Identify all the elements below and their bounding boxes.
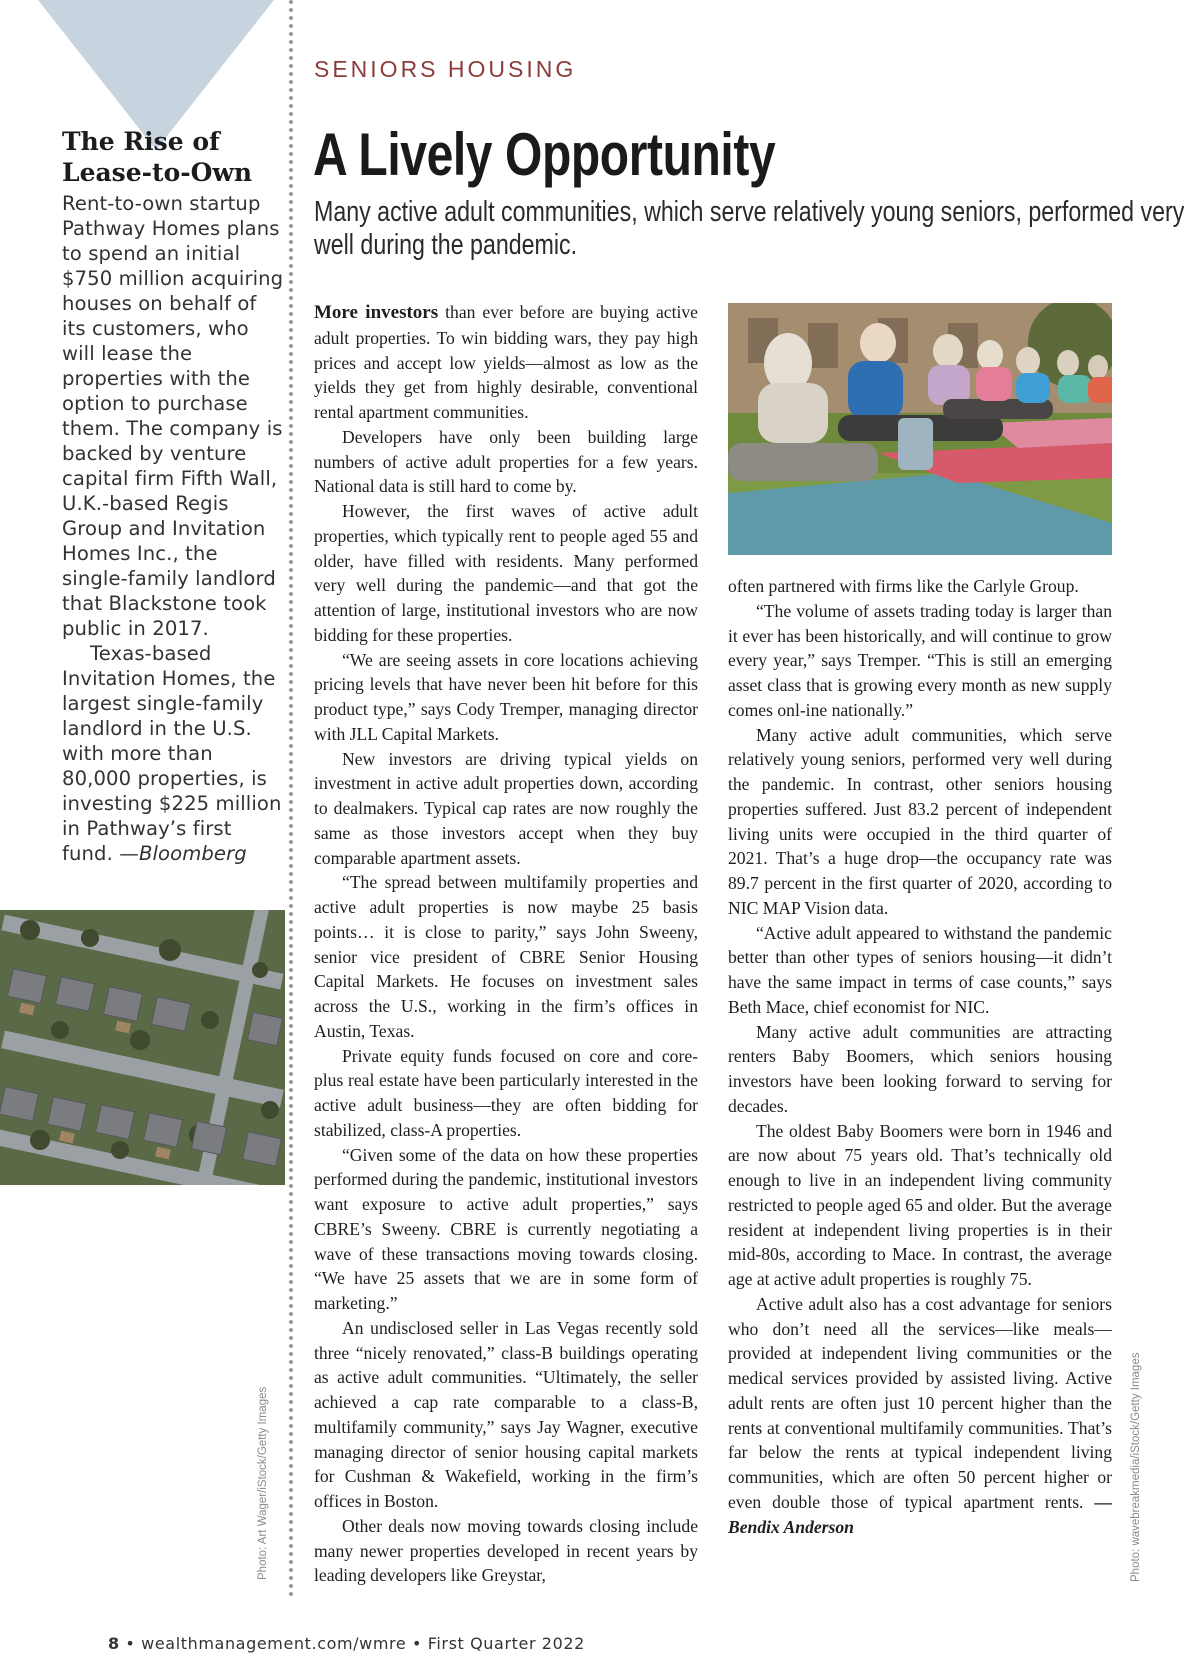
article-paragraph: The oldest Baby Boomers were born in 1946 and are now about 75 years old. That’s technically old enough to live in an independent living community restricted to people aged 65 and older. But the average resident at independent living properties is in their mid-80s, according to Mace. In contrast, the average age at active adult properties is roughly 75. [728, 1120, 1112, 1289]
footer-site: wealthmanagement.com/wmre [141, 1634, 407, 1653]
page-number: 8 [108, 1634, 120, 1653]
article-paragraph: often partnered with firms like the Carlyle Group. [728, 576, 1079, 596]
byline: —Bendix Anderson [728, 1491, 1112, 1537]
article-paragraph: However, the first waves of active adult properties, which typically rent to people aged 55 and older, have filled with residents. Many performed very well during the pandemic—and that got the attention of large, institutional investors who are now bidding for these properties. [314, 501, 698, 645]
article-paragraph: Other deals now moving towards closing include many newer properties developed in recent years by leading developers like Greystar, [314, 1515, 698, 1586]
sidebar-source: —Bloomberg [119, 842, 247, 865]
article-paragraph: “We are seeing assets in core locations achieving pricing levels that have never been hit before for this product type,” says Cody Tremper, managing director with JLL Capital Markets. [314, 649, 698, 744]
footer-issue: First Quarter 2022 [427, 1634, 585, 1653]
article-paragraph-text: Active adult also has a cost advantage for seniors who don’t need all the services—like meals—provided at independent living communities or the medical services provided by assisted living. Active adult rents are often just 10 percent higher than the rents at conventional multifamily communities. That’s far below the rents at typical independent living communities, which are often 50 percent higher or even double those of typical apartment rents. [728, 1293, 1112, 1512]
article-paragraph: An undisclosed seller in Las Vegas recently sold three “nicely renovated,” class-B buildings operating as active adult communities. “Ultimately, the seller achieved a cap rate comparable to a class-B, multifamily community,” says Jay Wagner, executive managing director of senior housing capital markets for Cushman & Wakefield, working in the firm’s offices in Boston. [314, 1317, 698, 1511]
aerial-houses-photo [0, 910, 285, 1185]
article-paragraph: Many active adult communities, which serve relatively young seniors, performed very well during the pandemic. In contrast, other seniors housing properties suffered. Just 83.2 percent of independent living units were occupied in the third quarter of 2021. That’s a huge drop—the occupancy rate was 89.7 percent in the first quarter of 2020, according to NIC MAP Vision data. [728, 724, 1112, 918]
article-paragraph: New investors are driving typical yields on investment in active adult properties down, according to dealmakers. Typical cap rates are now roughly the same as those investors accept when they buy comparable apartment assets. [314, 748, 698, 868]
sidebar-body [62, 191, 284, 866]
photo-credit-left: Photo: Art Wager/iStock/Getty Images [257, 1386, 269, 1580]
sidebar-paragraph: Rent-to-own startup Pathway Homes plans to spend an initial $750 million acquiring houses on behalf of its customers, who will lease the properties with the option to purchase them. The company is backed by venture capital firm Fifth Wall, U.K.-based Regis Group and Invitation Homes Inc., the single-family landlord that Blackstone took public in 2017. [62, 192, 284, 640]
article-paragraph: “Given some of the data on how these properties performed during the pandemic, institutional investors want exposure to active adult properties,” says CBRE’s Sweeny. CBRE is currently negotiating a wave of these transactions moving towards closing. “We have 25 assets that we are in some form of marketing.” [314, 1144, 698, 1313]
article-paragraph: Many active adult communities are attracting renters Baby Boomers, which seniors housing investors have been looking forward to serving for decades. [728, 1021, 1112, 1116]
article-paragraph: “The volume of assets trading today is larger than it ever has been historically, and will continue to grow every year,” says Tremper. “This is still an emerging asset class that is growing every month as new supply comes onl-ine nationally.” [728, 600, 1112, 720]
dek: Many active adult communities, which serve relatively young seniors, performed very well during the pandemic. [314, 196, 1185, 261]
article-column-1 [314, 300, 698, 1588]
sidebar-paragraph-text: Texas-based Invitation Homes, the largest single-family landlord in the U.S. with more than 80,000 properties, is investing $225 million in Pathway’s first fund. [62, 642, 282, 865]
article-paragraph [314, 300, 698, 425]
lead-in: More investors [314, 302, 439, 323]
footer-separator: • [412, 1634, 423, 1653]
page-footer [108, 1634, 585, 1653]
column-divider [289, 0, 293, 1598]
article-paragraph: Developers have only been building large numbers of active adult properties for a few years. National data is still hard to come by. [314, 426, 698, 497]
footer-separator: • [125, 1634, 136, 1653]
section-label: SENIORS HOUSING [314, 56, 577, 82]
sidebar [62, 126, 284, 866]
article-column-2 [728, 574, 1112, 1539]
article-paragraph: “Active adult appeared to withstand the pandemic better than other types of seniors housing—it didn’t have the same impact in terms of case counts,” says Beth Mace, chief economist for NIC. [728, 922, 1112, 1017]
article-paragraph: Private equity funds focused on core and core-plus real estate have been particularly interested in the active adult business—they are often bidding for stabilized, class-A properties. [314, 1045, 698, 1140]
article-paragraph [728, 1292, 1112, 1540]
sidebar-title: The Rise of Lease-to-Own [62, 127, 253, 187]
seniors-stretching-photo [728, 303, 1112, 555]
photo-credit-right: Photo: wavebreakmedia/iStock/Getty Images [1130, 1352, 1142, 1582]
headline: A Lively Opportunity [313, 121, 776, 188]
sidebar-paragraph [62, 641, 284, 866]
article-paragraph-text: than ever before are buying active adult properties. To win bidding wars, they pay high prices and accept low yields—almost as low as the yields they get from highly desirable, conventional rental apartment communities. [314, 302, 698, 422]
article-paragraph: “The spread between multifamily properties and active adult properties is now maybe 25 basis points… it is close to parity,” says John Sweeny, senior vice president of CBRE Senior Housing Capital Markets. He focuses on investment sales across the U.S., working in the firm’s offices in Austin, Texas. [314, 872, 698, 1041]
